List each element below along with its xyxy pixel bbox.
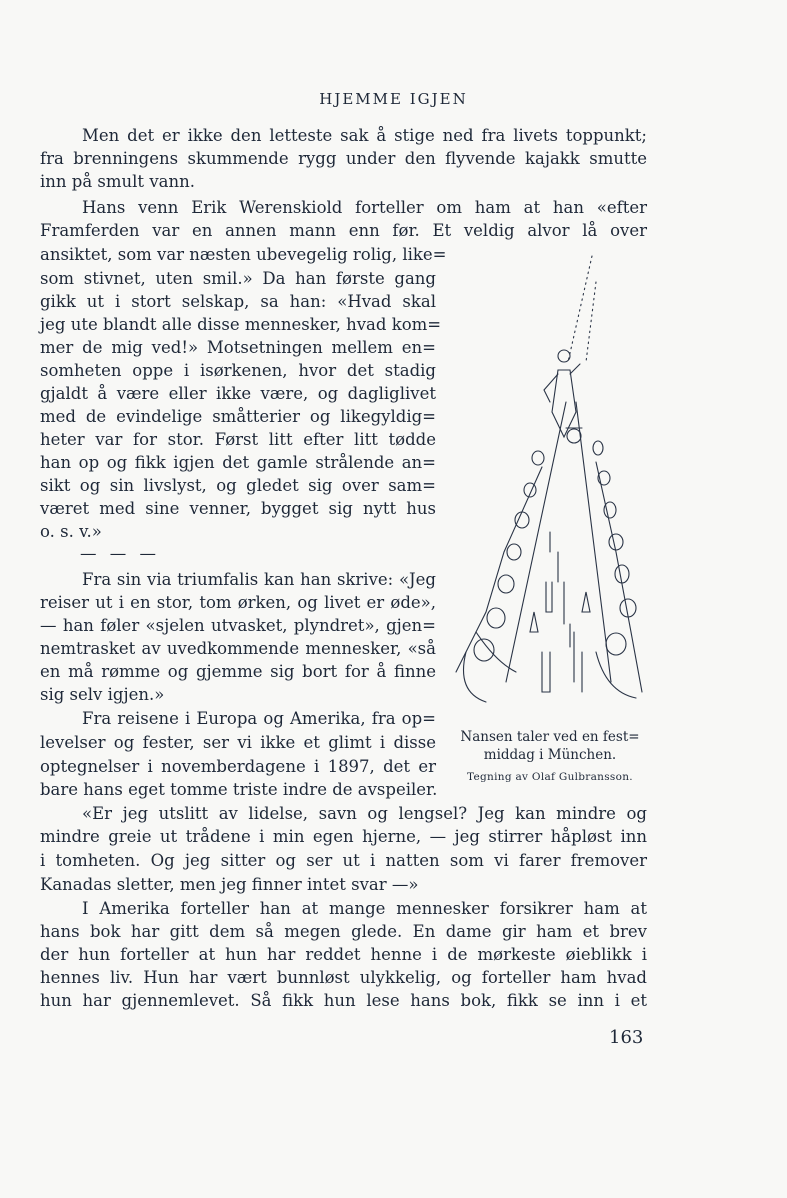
text-line: en må rømme og gjemme sig bort for å finne [40,662,436,681]
text-line: han op og fikk igjen det gamle strålende an= [40,453,436,472]
text-line: været med sine venner, bygget sig nytt hus [40,499,436,518]
text-line: gikk ut i stort selskap, sa han: «Hvad skal [40,292,436,311]
text-line: i tomheten. Og jeg sitter og ser ut i natten som vi farer fremover [40,851,647,870]
text-line: Men det er ikke den letteste sak å stige ned fra livets toppunkt; [82,126,647,145]
text-line: sikt og sin livslyst, og gledet sig over sam= [40,476,436,495]
running-header: HJEMME IGJEN [319,90,468,108]
text-line: ansiktet, som var næsten ubevegelig rolig, like= [40,245,447,264]
page-number: 163 [609,1027,644,1048]
text-line: jeg ute blandt alle disse mennesker, hvad kom= [40,315,442,334]
text-line: — han føler «sjelen utvasket, plyndret», gjen= [40,616,436,635]
figure-caption: Nansen taler ved en fest= [460,729,640,745]
text-line: Kanadas sletter, men jeg finner intet svar —» [40,875,419,894]
text-line: sig selv igjen.» [40,685,165,704]
text-line: bare hans eget tomme triste indre de avspeiler. [40,780,438,799]
text-line: nemtrasket av uvedkommende mennesker, «så [40,639,436,658]
text-line: optegnelser i novemberdagene i 1897, det er [40,757,436,776]
figure-credit: Tegning av Olaf Gulbransson. [467,771,633,783]
text-line: mindre greie ut trådene i min egen hjerne, — jeg stirrer håpløst inn [40,827,647,846]
text-line: mer de mig ved!» Motsetningen mellem en= [40,338,436,357]
text-line: der hun forteller at hun har reddet henne i de mørkeste øieblikk i [40,945,647,964]
table-items [530,532,590,692]
text-line: levelser og fester, ser vi ikke et glimt i disse [40,733,436,752]
text-line: heter var for stor. Først litt efter litt tødde [40,430,436,449]
text-line: «Er jeg utslitt av lidelse, savn og lengsel? Jeg kan mindre og [82,804,647,823]
text-line: I Amerika forteller han at mange mennesker forsikrer ham at [82,899,647,918]
section-break: — — — [80,544,156,563]
text-line: hennes liv. Hun har vært bunnløst ulykkelig, og forteller ham hvad [40,968,647,987]
figure-caption: middag i München. [483,747,617,763]
speaker-figure [544,350,582,443]
text-line: hans bok har gitt dem så megen glede. En dame gir ham et brev [40,922,647,941]
text-line: Fra reisene i Europa og Amerika, fra op= [82,709,436,728]
text-line: inn på smult vann. [40,172,195,191]
text-line: fra brenningens skummende rygg under den flyvende kajakk smutte [40,149,647,168]
text-line: hun har gjennemlevet. Så fikk hun lese hans bok, fikk se inn i et [40,991,647,1010]
text-line: reiser ut i en stor, tom ørken, og livet er øde», [40,593,436,612]
text-line: somheten oppe i isørkenen, hvor det stadig [40,361,436,380]
text-line: med de evindelige småtterier og likegyldig= [40,407,436,426]
banquet-illustration [446,252,650,708]
text-line: gjaldt å være eller ikke være, og dagliglivet [40,384,436,403]
text-line: Hans venn Erik Werenskiold forteller om ham at han «efter [82,198,647,217]
text-line: Fra sin via triumfalis kan han skrive: «Jeg [82,570,436,589]
text-line: o. s. v.» [40,522,102,541]
text-line: som stivnet, uten smil.» Da han første gang [40,269,436,288]
text-line: Framferden var en annen mann enn før. Et veldig alvor lå over [40,221,647,240]
